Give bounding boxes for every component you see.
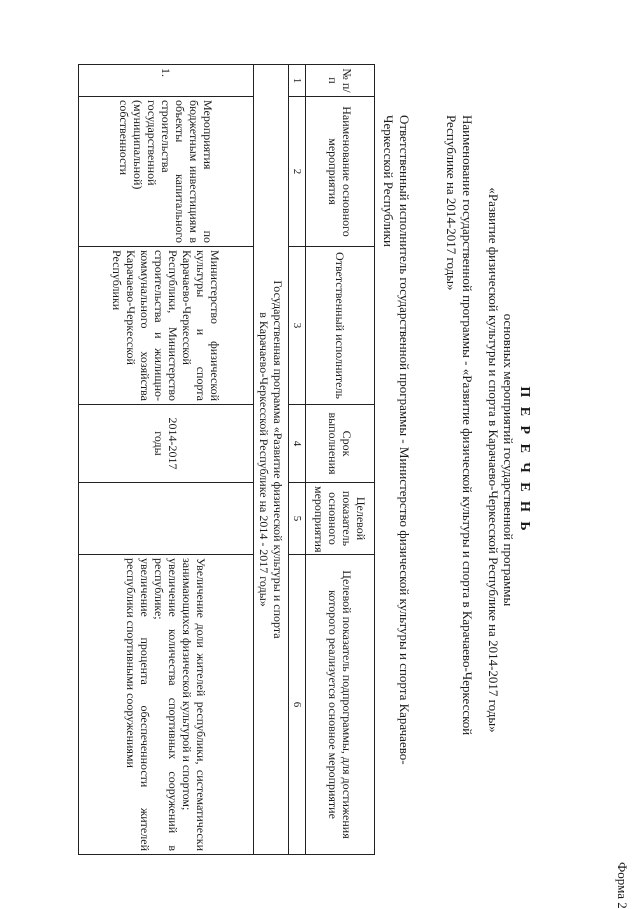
target-item-3: увеличение процента обеспеченности жителей республики спортивными сооружениями [124,558,152,851]
program-name [443,115,475,775]
table-row [79,65,254,855]
column-number: 1 [289,65,306,97]
header-num: № п/п [306,65,375,97]
header-target-indicator: Целевой показатель подпрограммы, для достижения которого реализуется основное мероприятие [306,555,375,855]
header-executor: Ответственный исполнитель [306,247,375,405]
section-row [254,65,289,855]
document-title: П Е Р Е Ч Е Н Ь [517,386,532,534]
form-label: Форма 2 [615,862,630,909]
section-title [254,65,289,855]
program-name-line-1: Наименование государственной программы - «Развитие физической культуры и спорта в Карачаево-Черкесской [460,115,475,736]
row-target-indicator [79,555,254,855]
responsible-executor [380,115,412,775]
table-header-row [306,65,375,855]
executor-line-1: Ответственный исполнитель государственной программы - Министерство физической культуры и спорта Карачаево- [397,115,412,765]
header-measure-name: Наименование основного мероприятия [306,97,375,247]
header-term: Срок выполнения [306,405,375,483]
target-item-1: Увеличение доли жителей республики, систематически занимающихся физической культурой и спортом; [180,558,208,851]
column-number: 6 [289,555,306,855]
row-measure-indicator [79,483,254,555]
column-number: 3 [289,247,306,405]
column-number: 4 [289,405,306,483]
measures-table [78,64,375,855]
subtitle-line-2: «Развитие физической культуры и спорта в Карачаево-Черкесской Республике на 2014-2017 годы» [486,187,501,733]
header-measure-indicator: Целевой показатель основного мероприятия [306,483,375,555]
row-executor: Министерство физической культуры и спорта Карачаево-Черкесской Республики, Министерство строительства и жилищно-коммунального хозяйства Карачаево-Черкесской Республики [79,247,254,405]
title-block [486,120,532,800]
subtitle-line-1: основных мероприятий государственной программы [501,313,516,607]
section-title-line-2: в Карачаево-Черкесской Республике на 2014 - 2017 годы» [257,312,271,607]
executor-line-2: Черкесской Республики [381,115,396,247]
column-number: 2 [289,97,306,247]
row-number: 1. [79,65,254,97]
target-item-2: увеличение количества спортивных сооружений в республике; [152,558,180,851]
row-term: 2014-2017 годы [79,405,254,483]
program-name-line-2: Республике на 2014-2017 годы» [444,115,459,291]
column-number: 5 [289,483,306,555]
section-title-line-1: Государственная программа «Развитие физической культуры и спорта [271,280,285,639]
row-measure-name: Мероприятия по бюджетным инвестициям в объекты капитального строительства государственной (муниципальной) собственности [79,97,254,247]
column-number-row [289,65,306,855]
